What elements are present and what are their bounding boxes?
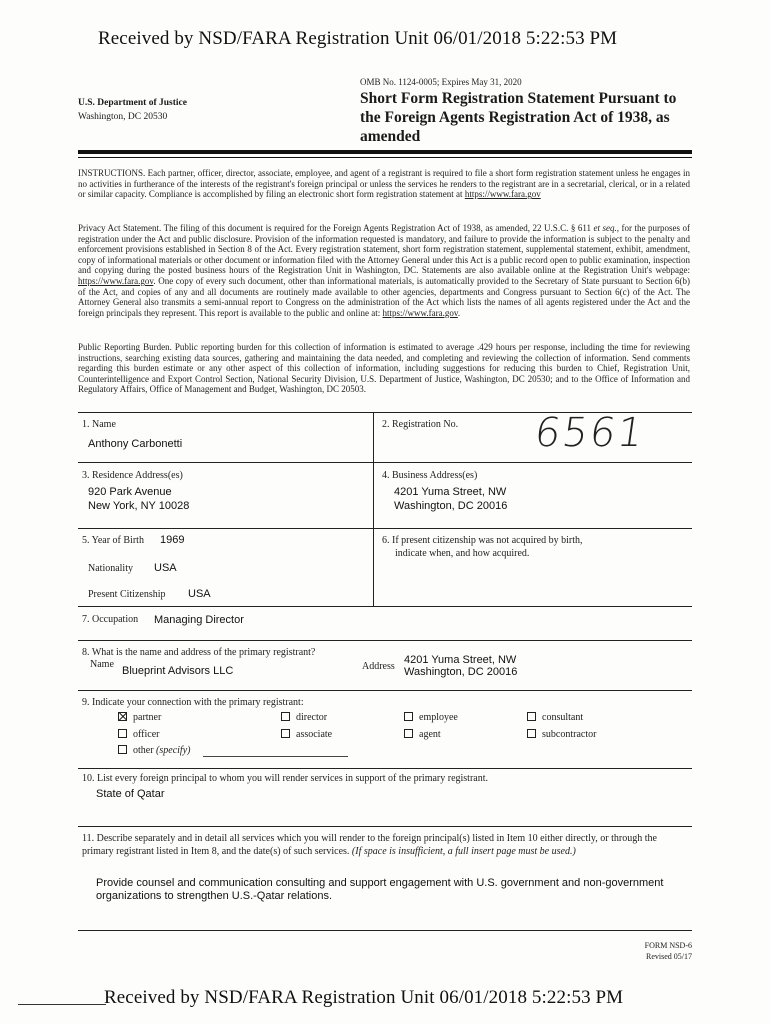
citizenship-field[interactable]: USA [188, 588, 211, 600]
privacy-link-1[interactable]: https://www.fara.gov [78, 275, 154, 286]
checkbox-other[interactable]: other (specify) [118, 745, 190, 756]
item9-label: 9. Indicate your connection with the primary registrant: [82, 697, 304, 708]
year-of-birth-field[interactable]: 1969 [160, 534, 185, 546]
checkbox-associate-box[interactable] [281, 729, 290, 738]
registrant-address-label: Address [362, 661, 395, 672]
grid-line-1 [78, 462, 692, 463]
name-field[interactable]: Anthony Carbonetti [88, 438, 183, 450]
checkbox-subcontractor[interactable]: subcontractor [527, 729, 596, 740]
checkbox-subcontractor-box[interactable] [527, 729, 536, 738]
grid-line-7 [78, 826, 692, 827]
item8-label: 8. What is the name and address of the primary registrant? [82, 647, 316, 658]
checkbox-other-box[interactable] [118, 745, 127, 754]
item10-label: 10. List every foreign principal to whom you will render services in support of the primary registrant. [82, 773, 489, 784]
grid-divider [373, 412, 374, 606]
nationality-label: Nationality [88, 563, 133, 574]
residence-line2[interactable]: New York, NY 10028 [88, 500, 190, 512]
item1-label: 1. Name [82, 419, 116, 430]
checkbox-employee-box[interactable] [404, 712, 413, 721]
foreign-principal-field[interactable]: State of Qatar [96, 788, 165, 800]
checkbox-officer-box[interactable] [118, 729, 127, 738]
item6-label-line1: 6. If present citizenship was not acquired by birth, [382, 535, 583, 546]
registrant-address-line1[interactable]: 4201 Yuma Street, NW [404, 654, 517, 666]
department-name: U.S. Department of Justice [78, 98, 187, 108]
occupation-field[interactable]: Managing Director [154, 614, 244, 626]
header-rule-thin [78, 157, 692, 158]
item3-label: 3. Residence Address(es) [82, 470, 183, 481]
grid-line-bottom [78, 930, 692, 931]
registrant-address-line2[interactable]: Washington, DC 20016 [404, 666, 518, 678]
grid-line-3 [78, 606, 692, 607]
instructions-paragraph: INSTRUCTIONS. Each partner, officer, director, associate, employee, and agent of a registrant is required to file a short form registration statement unless he engages in no activities in furtherance of the interests of the registrant's foreign principal or unless the services he renders to the registrant are in a secretarial, clerical, or in a related or similar capacity. Compliance is accomplished by filing an electronic short form registration statement at https://www.fara.gov [78, 168, 690, 200]
checkbox-agent[interactable]: agent [404, 729, 441, 740]
privacy-link-2[interactable]: https://www.fara.gov [382, 307, 458, 318]
omb-number: OMB No. 1124-0005; Expires May 31, 2020 [360, 77, 522, 87]
stamp-underline [18, 1004, 106, 1005]
header-rule-thick [78, 150, 692, 154]
other-specify-line[interactable] [203, 756, 348, 757]
checkbox-consultant[interactable]: consultant [527, 712, 583, 723]
burden-paragraph: Public Reporting Burden. Public reporting burden for this collection of information is estimated to average .429 hours per response, including the time for reviewing instructions, searching existing data sources, gathering and maintaining the data needed, and completing and reviewing the collection of information. Send comments regarding this burden estimate or any other aspect of this collection of information, including suggestions for reducing this burden to Chief, Registration Unit, Counterintelligence and Export Control Section, National Security Division, U.S. Department of Justice, Washington, DC 20530; and to the Office of Information and Regulatory Affairs, Office of Management and Budget, Washington, DC 20503. [78, 342, 690, 395]
grid-line-4 [78, 640, 692, 641]
agency-block [78, 96, 187, 124]
privacy-act-paragraph: Privacy Act Statement. The filing of this document is required for the Foreign Agents Registration Act of 1938, as amended, 22 U.S.C. § 611 et seq., for the purposes of registration under the Act and public disclosure. Provision of the information requested is mandatory, and failure to provide the information is subject to the penalty and enforcement provisions established in Section 8 of the Act. Every registration statement, short form registration statement, supplemental statement, exhibit, amendment, copy of informational materials or other document or information filed with the Attorney General under this Act is a public record open to public examination, inspection and copying during the posted business hours of the Registration Unit in Washington, DC. Statements are also available online at the Registration Unit's webpage: https://www.fara.gov. One copy of every such document, other than informational materials, is automatically provided to the Secretary of State pursuant to Section 6(b) of the Act, and copies of any and all documents are routinely made available to other agencies, departments and Congress pursuant to Section 6(c) of the Act. The Attorney General also transmits a semi-annual report to Congress on the administration of the Act which lists the names of all agents registered under the Act and the foreign principals they represent. This report is available to the public and online at: https://www.fara.gov. [78, 223, 691, 318]
checkbox-partner-box[interactable] [118, 712, 127, 721]
registration-number[interactable]: 6561 [531, 410, 649, 456]
residence-line1[interactable]: 920 Park Avenue [88, 486, 172, 498]
services-description-field[interactable]: Provide counsel and communication consulting and support engagement with U.S. government and non-government organizations to strengthen U.S.-Qatar relations. [96, 877, 664, 902]
item5-label: 5. Year of Birth [82, 535, 144, 546]
registrant-name-label: Name [90, 659, 114, 670]
received-stamp-top: Received by NSD/FARA Registration Unit 06/01/2018 5:22:53 PM [98, 28, 618, 49]
grid-line-6 [78, 768, 692, 769]
form-title: Short Form Registration Statement Pursuant to the Foreign Agents Registration Act of 1938, as amended [360, 90, 677, 145]
checkbox-partner[interactable]: partner [118, 712, 161, 723]
citizenship-label: Present Citizenship [88, 589, 166, 600]
checkbox-associate[interactable]: associate [281, 729, 332, 740]
form-number: FORM NSD-6 Revised 05/17 [644, 941, 692, 961]
item4-label: 4. Business Address(es) [382, 470, 478, 481]
item2-label: 2. Registration No. [382, 419, 459, 430]
checkbox-director[interactable]: director [281, 712, 327, 723]
item7-label: 7. Occupation [82, 614, 139, 625]
item11-label: 11. Describe separately and in detail all services which you will render to the foreign principal(s) listed in Item 10 either directly, or through the primary registrant listed in Item 8, and the date(s) of such services. (If space is insufficient, a full insert page must be used.) [82, 833, 657, 857]
business-line1[interactable]: 4201 Yuma Street, NW [394, 486, 507, 498]
checkbox-director-box[interactable] [281, 712, 290, 721]
registrant-name-field[interactable]: Blueprint Advisors LLC [122, 665, 234, 677]
checkbox-employee[interactable]: employee [404, 712, 458, 723]
nationality-field[interactable]: USA [154, 562, 177, 574]
checkbox-agent-box[interactable] [404, 729, 413, 738]
received-stamp-bottom: Received by NSD/FARA Registration Unit 06/01/2018 5:22:53 PM [104, 987, 624, 1008]
department-city: Washington, DC 20530 [78, 112, 168, 122]
business-line2[interactable]: Washington, DC 20016 [394, 500, 508, 512]
grid-line-5 [78, 690, 692, 691]
checkbox-officer[interactable]: officer [118, 729, 159, 740]
instructions-link[interactable]: https://www.fara.gov [464, 189, 541, 200]
item6-label-line2: indicate when, and how acquired. [395, 548, 530, 559]
checkbox-consultant-box[interactable] [527, 712, 536, 721]
grid-line-2 [78, 528, 692, 529]
